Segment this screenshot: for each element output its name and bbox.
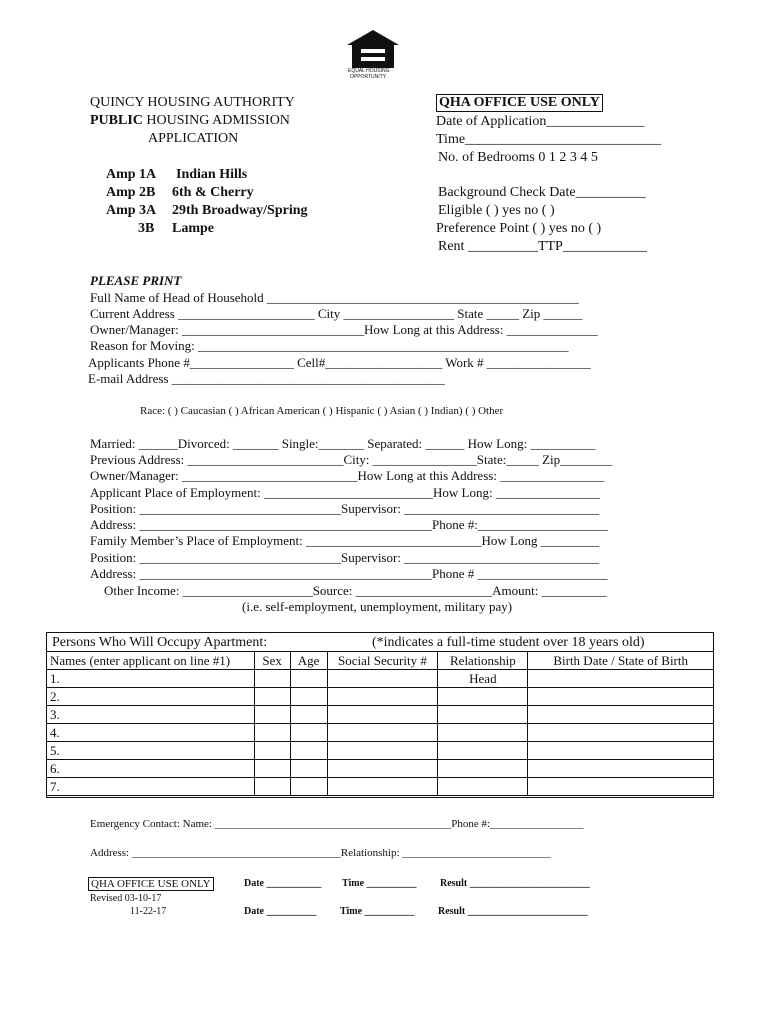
- head-of-household-field[interactable]: Full Name of Head of Household ________________________________________________: [90, 290, 579, 305]
- footer-office-label: QHA OFFICE USE ONLY: [88, 877, 214, 891]
- table-row[interactable]: [47, 778, 714, 796]
- employer-address-field[interactable]: Address: _____________________________________________Phone #:____________________: [90, 517, 608, 532]
- sex-cell[interactable]: [254, 724, 290, 742]
- ssn-cell[interactable]: [327, 706, 438, 724]
- footer-time-field[interactable]: Time __________: [342, 878, 417, 889]
- form-title-bold: PUBLIC: [90, 113, 143, 128]
- sex-cell[interactable]: [254, 670, 290, 688]
- table-header-row: [47, 652, 714, 670]
- form-title: [90, 113, 290, 129]
- row-number[interactable]: 3.: [47, 706, 255, 724]
- sex-cell[interactable]: [254, 742, 290, 760]
- col-header: Relationship: [438, 652, 528, 670]
- relationship-cell[interactable]: [438, 724, 528, 742]
- owner-manager-field[interactable]: Owner/Manager: ____________________________How Long at this Address: ______________: [90, 322, 598, 337]
- position-field[interactable]: Position: _______________________________Supervisor: ______________________________: [90, 501, 600, 516]
- col-header: Names (enter applicant on line #1): [47, 652, 255, 670]
- race-field[interactable]: Race: ( ) Caucasian ( ) African American ( ) Hispanic ( ) Asian ( ) Indian) ( ) Other: [140, 405, 504, 417]
- form-title-line2: APPLICATION: [148, 131, 239, 146]
- employment-field[interactable]: Applicant Place of Employment: __________________________How Long: ________________: [90, 485, 600, 500]
- age-cell[interactable]: [290, 670, 327, 688]
- relationship-cell[interactable]: [438, 688, 528, 706]
- sex-cell[interactable]: [254, 706, 290, 724]
- col-header: Age: [290, 652, 327, 670]
- marital-status-field[interactable]: Married: ______Divorced: _______ Single:_______ Separated: ______ How Long: __________: [90, 436, 596, 451]
- current-address-field[interactable]: Current Address _____________________ City _________________ State _____ Zip ______: [90, 306, 583, 321]
- preference-point-field[interactable]: Preference Point ( ) yes no ( ): [436, 221, 602, 236]
- amp-code: Amp 2B: [106, 185, 156, 200]
- ssn-cell[interactable]: [327, 742, 438, 760]
- amp-code: Amp 3A: [106, 203, 157, 218]
- bedrooms-field[interactable]: No. of Bedrooms 0 1 2 3 4 5: [438, 150, 598, 165]
- table-row[interactable]: [47, 706, 714, 724]
- age-cell[interactable]: [290, 778, 327, 796]
- revised-date: Revised 03-10-17: [90, 893, 162, 904]
- occupant-table: [46, 651, 714, 796]
- org-name: QUINCY HOUSING AUTHORITY: [90, 95, 295, 110]
- sex-cell[interactable]: [254, 760, 290, 778]
- table-row[interactable]: [47, 724, 714, 742]
- relationship-cell[interactable]: Head: [438, 670, 528, 688]
- birth-cell[interactable]: [528, 688, 714, 706]
- ssn-cell[interactable]: [327, 688, 438, 706]
- row-number[interactable]: 4.: [47, 724, 255, 742]
- age-cell[interactable]: [290, 724, 327, 742]
- house-icon: [344, 28, 402, 70]
- amp-name: Indian Hills: [176, 167, 248, 182]
- equal-housing-logo: [344, 28, 402, 84]
- occupants-title: Persons Who Will Occupy Apartment:: [52, 635, 268, 650]
- sex-cell[interactable]: [254, 778, 290, 796]
- birth-cell[interactable]: [528, 724, 714, 742]
- rent-field[interactable]: Rent __________TTP____________: [438, 239, 647, 254]
- age-cell[interactable]: [290, 760, 327, 778]
- emergency-contact-field[interactable]: Emergency Contact: Name: ___________________________________________Phone #:_________________: [90, 818, 584, 830]
- amp-name: 29th Broadway/Spring: [172, 203, 308, 218]
- birth-cell[interactable]: [528, 760, 714, 778]
- other-income-field[interactable]: Other Income: ____________________Source: _____________________Amount: __________: [104, 583, 607, 598]
- background-check-field[interactable]: Background Check Date__________: [438, 185, 646, 200]
- time-field[interactable]: Time____________________________: [436, 132, 662, 147]
- footer-date-field[interactable]: Date ___________: [244, 878, 322, 889]
- birth-cell[interactable]: [528, 778, 714, 796]
- revised-date-2: 11-22-17: [130, 906, 167, 917]
- birth-cell[interactable]: [528, 706, 714, 724]
- birth-cell[interactable]: [528, 670, 714, 688]
- family-address-field[interactable]: Address: _____________________________________________Phone # ____________________: [90, 566, 608, 581]
- col-header: Birth Date / State of Birth: [528, 652, 714, 670]
- amp-code: 3B: [138, 221, 155, 236]
- col-header: Sex: [254, 652, 290, 670]
- reason-for-moving-field[interactable]: Reason for Moving: _________________________________________________________: [90, 338, 569, 353]
- previous-address-field[interactable]: Previous Address: ________________________City: ________________State:_____ Zip________: [90, 452, 613, 467]
- relationship-cell[interactable]: [438, 742, 528, 760]
- age-cell[interactable]: [290, 688, 327, 706]
- office-use-title: QHA OFFICE USE ONLY: [436, 94, 603, 112]
- ssn-cell[interactable]: [327, 670, 438, 688]
- phone-field[interactable]: Applicants Phone #________________ Cell#__________________ Work # ________________: [88, 355, 591, 370]
- table-row[interactable]: [47, 742, 714, 760]
- relationship-cell[interactable]: [438, 706, 528, 724]
- row-number[interactable]: 5.: [47, 742, 255, 760]
- row-number[interactable]: 1.: [47, 670, 255, 688]
- date-of-application-field[interactable]: Date of Application______________: [436, 114, 645, 129]
- age-cell[interactable]: [290, 742, 327, 760]
- ssn-cell[interactable]: [327, 778, 438, 796]
- relationship-cell[interactable]: [438, 778, 528, 796]
- family-employment-field[interactable]: Family Member’s Place of Employment: ___________________________How Long _________: [90, 533, 600, 548]
- family-position-field[interactable]: Position: _______________________________Supervisor: ______________________________: [90, 550, 600, 565]
- row-number[interactable]: 7.: [47, 778, 255, 796]
- col-header: Social Security #: [327, 652, 438, 670]
- email-field[interactable]: E-mail Address __________________________________________: [88, 371, 445, 386]
- logo-text-2: OPPORTUNITY: [350, 74, 387, 80]
- emergency-address-field[interactable]: Address: ______________________________________Relationship: ___________________________: [90, 847, 551, 859]
- please-print-label: PLEASE PRINT: [90, 273, 182, 288]
- amp-name: Lampe: [172, 221, 214, 236]
- birth-cell[interactable]: [528, 742, 714, 760]
- footer-date-field[interactable]: Date __________: [244, 906, 317, 917]
- sex-cell[interactable]: [254, 688, 290, 706]
- previous-owner-field[interactable]: Owner/Manager: ___________________________How Long at this Address: ________________: [90, 468, 605, 483]
- row-number[interactable]: 6.: [47, 760, 255, 778]
- amp-name: 6th & Cherry: [172, 185, 254, 200]
- footer-result-field[interactable]: Result ________________________: [438, 906, 588, 917]
- ssn-cell[interactable]: [327, 760, 438, 778]
- eligible-field[interactable]: Eligible ( ) yes no ( ): [438, 203, 555, 218]
- table-row[interactable]: [47, 688, 714, 706]
- relationship-cell[interactable]: [438, 760, 528, 778]
- amp-code: Amp 1A: [106, 167, 157, 182]
- income-note: (i.e. self-employment, unemployment, military pay): [242, 599, 513, 614]
- table-row[interactable]: [47, 670, 714, 688]
- form-title-rest: HOUSING ADMISSION: [142, 113, 290, 128]
- logo-text-1: EQUAL HOUSING: [348, 68, 390, 74]
- footer-time-field[interactable]: Time __________: [340, 906, 415, 917]
- occupants-note: (*indicates a full-time student over 18 years old): [372, 635, 645, 650]
- table-row[interactable]: [47, 760, 714, 778]
- row-number[interactable]: 2.: [47, 688, 255, 706]
- footer-result-field[interactable]: Result ________________________: [440, 878, 590, 889]
- ssn-cell[interactable]: [327, 724, 438, 742]
- age-cell[interactable]: [290, 706, 327, 724]
